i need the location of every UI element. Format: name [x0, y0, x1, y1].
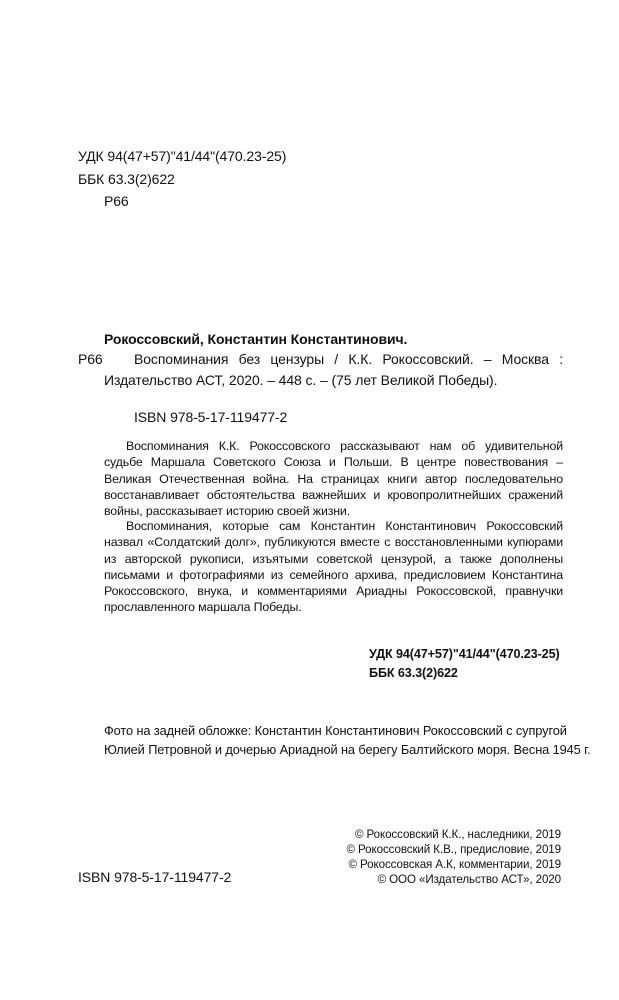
copyright-line: © Рокоссовский К.В., предисловие, 2019 — [346, 843, 561, 856]
copyright-line: © Рокоссовский К.К., наследники, 2019 — [354, 828, 561, 841]
annotation-paragraph-1 — [104, 438, 563, 519]
card-author: Рокоссовский, Константин Константинович. — [104, 331, 408, 347]
card-title-line1: Воспоминания без цензуры / К.К. Рокоссовский. – Москва : — [134, 351, 563, 367]
udk-classification: УДК 94(47+57)"41/44"(470.23-25) — [369, 647, 560, 661]
copyright-block — [301, 827, 561, 887]
bbk-classification: ББК 63.3(2)622 — [369, 666, 458, 680]
annotation-paragraph-2-text: Воспоминания, которые сам Константин Константинович Рокоссовский назвал «Солдатский долг», публикуются вместе с восстановленными купюрами из авторской рукописи, изъятыми советской цензурой, а также дополнены письмами и фотографиями из семейного архива, предисловием Константина Рокоссовского, внука, и комментариями Ариадны Рокоссовской, правнучки прославленного маршала Победы. — [104, 519, 563, 615]
udk-header: УДК 94(47+57)"41/44"(470.23-25) — [78, 148, 287, 164]
author-code-header: Р66 — [104, 193, 129, 209]
copyright-line: © ООО «Издательство АСТ», 2020 — [377, 873, 561, 886]
footer-isbn: ISBN 978-5-17-119477-2 — [78, 869, 232, 885]
copyright-line: © Рокоссовская А.К, комментарии, 2019 — [348, 858, 561, 871]
photo-credit-line-2: Юлией Петровной и дочерью Ариадной на берегу Балтийского моря. Весна 1945 г. — [104, 742, 591, 757]
card-code: Р66 — [78, 351, 103, 367]
card-title-line2: Издательство АСТ, 2020. – 448 с. – (75 лет Великой Победы). — [104, 372, 498, 388]
bbk-header: ББК 63.3(2)622 — [78, 171, 175, 187]
annotation-paragraph-1-text: Воспоминания К.К. Рокоссовского рассказывают нам об удивительной судьбе Маршала Советского Союза и Польши. В центре повествования – Великая Отечественная война. На страницах книги автор последовательно восстанавливает обстоятельства важнейших и кровопролитнейших сражений войны, рассказывает историю своей жизни. — [104, 439, 563, 519]
card-isbn: ISBN 978-5-17-119477-2 — [134, 409, 288, 425]
annotation-paragraph-2 — [104, 518, 563, 616]
photo-credit-line-1: Фото на задней обложке: Константин Константинович Рокоссовский с супругой — [104, 723, 567, 738]
